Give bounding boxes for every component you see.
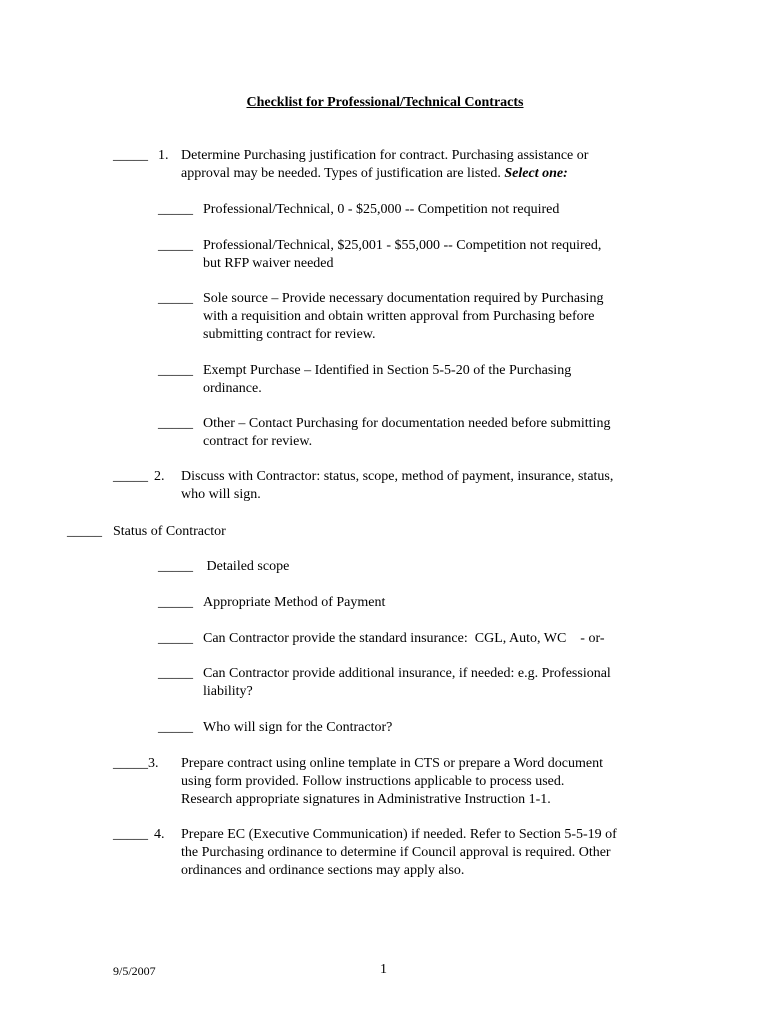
checkbox-blank-item-4[interactable]: _____ xyxy=(113,827,148,842)
checkbox-blank-who-will-sign[interactable]: _____ xyxy=(158,720,193,735)
item-number-2: 2. xyxy=(154,469,165,484)
option-professional-25k-55k: Professional/Technical, $25,001 - $55,000 -- Competition not required, but RFP waiver needed xyxy=(203,238,602,271)
option-other: Other – Contact Purchasing for documentation needed before submitting contract for review. xyxy=(203,416,611,449)
option-exempt-purchase: Exempt Purchase – Identified in Section 5-5-20 of the Purchasing ordinance. xyxy=(203,363,572,396)
select-one-label: Select one: xyxy=(504,166,568,181)
checkbox-blank-additional-insurance[interactable]: _____ xyxy=(158,666,193,681)
status-of-contractor-label: Status of Contractor xyxy=(113,524,226,539)
checkbox-blank-item-2[interactable]: _____ xyxy=(113,469,148,484)
checkbox-blank-professional-25k-55k[interactable]: _____ xyxy=(158,238,193,253)
option-who-will-sign: Who will sign for the Contractor? xyxy=(203,720,393,735)
document-title: Checklist for Professional/Technical Contracts xyxy=(246,95,524,110)
option-detailed-scope: Detailed scope xyxy=(203,559,290,574)
option-method-of-payment: Appropriate Method of Payment xyxy=(203,595,386,610)
checkbox-blank-exempt-purchase[interactable]: _____ xyxy=(158,363,193,378)
item-4-text: Prepare EC (Executive Communication) if needed. Refer to Section 5-5-19 of the Purchasing ordinance to determine if Council approval is required. Other ordinances and ordinance sections may apply also. xyxy=(181,827,617,878)
item-3-text: Prepare contract using online template in CTS or prepare a Word document using form provided. Follow instructions applicable to process used. Research appropriate signatures in Administrative Instruction 1-1. xyxy=(181,756,603,807)
item-number-4: 4. xyxy=(154,827,165,842)
option-sole-source: Sole source – Provide necessary documentation required by Purchasing with a requisition and obtain written approval from Purchasing before submitting contract for review. xyxy=(203,291,604,342)
checkbox-blank-professional-under-25k[interactable]: _____ xyxy=(158,202,193,217)
checkbox-blank-sole-source[interactable]: _____ xyxy=(158,291,193,306)
option-additional-insurance: Can Contractor provide additional insurance, if needed: e.g. Professional liability? xyxy=(203,666,611,699)
option-professional-under-25k: Professional/Technical, 0 - $25,000 -- Competition not required xyxy=(203,202,560,217)
checkbox-blank-detailed-scope[interactable]: _____ xyxy=(158,559,193,574)
item-number-1: 1. xyxy=(158,148,169,163)
checkbox-blank-item-1[interactable]: _____ xyxy=(113,148,148,163)
item-2-text: Discuss with Contractor: status, scope, method of payment, insurance, status, who will sign. xyxy=(181,469,614,502)
option-standard-insurance: Can Contractor provide the standard insurance: CGL, Auto, WC - or- xyxy=(203,631,605,646)
footer-date: 9/5/2007 xyxy=(113,964,156,978)
checkbox-blank-standard-insurance[interactable]: _____ xyxy=(158,631,193,646)
checkbox-blank-status-of-contractor[interactable]: _____ xyxy=(67,524,102,539)
page-number: 1 xyxy=(380,962,387,977)
checkbox-blank-method-of-payment[interactable]: _____ xyxy=(158,595,193,610)
checkbox-blank-other[interactable]: _____ xyxy=(158,416,193,431)
item-number-3[interactable]: _____3. xyxy=(113,756,159,771)
item-1-text: Determine Purchasing justification for contract. Purchasing assistance or approval may be needed. Types of justification are listed. Select one: xyxy=(181,148,589,181)
